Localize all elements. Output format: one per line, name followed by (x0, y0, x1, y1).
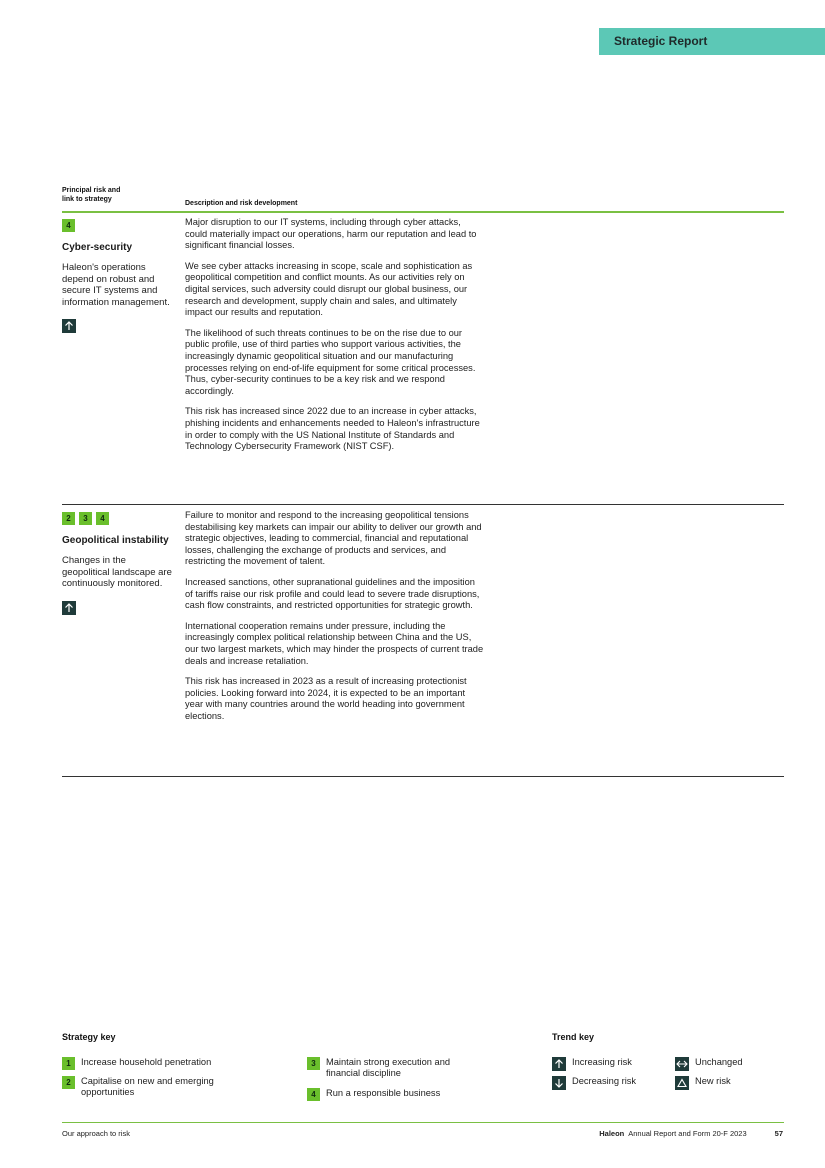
trend-key-item (675, 1057, 743, 1071)
arrow-up-icon (552, 1057, 566, 1071)
strategy-badges (62, 219, 172, 232)
strategy-badge: 4 (307, 1088, 320, 1101)
risk-description (185, 217, 485, 462)
footer-section: Our approach to risk (62, 1129, 130, 1138)
arrow-down-icon (552, 1076, 566, 1090)
trend-key-heading: Trend key (552, 1032, 595, 1042)
strategy-key-label: Maintain strong execution and financial discipline (326, 1057, 451, 1078)
row-divider (62, 504, 784, 505)
footer-publication (599, 1129, 783, 1138)
strategy-badge: 2 (62, 512, 75, 525)
risk-cyber-security (62, 219, 172, 333)
description-paragraph: International cooperation remains under pressure, including the increasingly complex political relationship between China and the US, our two largest markets, which may hinder the prospects of current trade deals and increase retaliation. (185, 620, 484, 666)
footer-title: Annual Report and Form 20-F 2023 (628, 1129, 747, 1138)
risk-description (185, 510, 485, 732)
page-number: 57 (774, 1129, 783, 1138)
trend-key-label: New risk (695, 1076, 731, 1086)
strategy-key-item (307, 1057, 467, 1079)
strategy-badges (62, 512, 172, 525)
strategy-key-label: Capitalise on new and emerging opportunities (81, 1076, 214, 1097)
arrow-left-right-icon (675, 1057, 689, 1071)
strategy-badge: 3 (307, 1057, 320, 1070)
strategy-key-label: Increase household penetration (81, 1057, 212, 1067)
risk-summary: Changes in the geopolitical landscape are continuously monitored. (62, 555, 172, 589)
section-tab: Strategic Report (599, 28, 825, 55)
strategy-key-item (62, 1057, 282, 1070)
strategy-badge: 1 (62, 1057, 75, 1070)
header-divider (62, 211, 784, 213)
strategy-badge: 4 (62, 219, 75, 232)
risk-geopolitical-instability (62, 512, 172, 615)
trend-key-item (552, 1057, 632, 1071)
trend-key-item (675, 1076, 731, 1090)
trend-key-label: Unchanged (695, 1057, 743, 1067)
arrow-up-icon (62, 601, 76, 615)
description-paragraph: The likelihood of such threats continues to be on the rise due to our public profile, use of third parties who support various activities, the increasingly dynamic geopolitical situation and our manufacturing processes relying on end-of-life equipment for some critical processes. Thus, cyber-security continues to be a key risk and we respond accordingly. (185, 327, 476, 396)
trend-key-item (552, 1076, 636, 1090)
column-header-description: Description and risk development (185, 200, 298, 207)
strategy-key-item (62, 1076, 262, 1098)
description-paragraph: We see cyber attacks increasing in scope, scale and sophistication as geopolitical competition and conflict mounts. As our activities rely on digital services, such adversity could disrupt our global business, our research and development, supply chain and sales, and ultimately impact our results and reputation. (185, 260, 473, 318)
strategy-key-label: Run a responsible business (326, 1088, 441, 1098)
triangle-icon (675, 1076, 689, 1090)
description-paragraph: Major disruption to our IT systems, including through cyber attacks, could materially impact our operations, harm our reputation and lead to significant financial losses. (185, 217, 477, 251)
trend-key-label: Increasing risk (572, 1057, 632, 1067)
strategy-key-heading: Strategy key (62, 1032, 116, 1042)
description-paragraph: This risk has increased since 2022 due to an increase in cyber attacks, phishing incidents and enhancements needed to Haleon's infrastructure in order to comply with the US National Institute of Standards and Technology Cybersecurity Framework (NIST CSF). (185, 406, 480, 452)
column-header-risk (62, 186, 120, 204)
risk-title: Cyber-security (62, 242, 133, 253)
footer-brand: Haleon (599, 1129, 625, 1138)
strategy-badge: 4 (96, 512, 109, 525)
arrow-up-icon (62, 319, 76, 333)
footer-divider (62, 1122, 784, 1123)
column-header-risk-line2: link to strategy (62, 196, 112, 203)
description-paragraph: This risk has increased in 2023 as a result of increasing protectionist policies. Looking forward into 2024, it is expected to be an important year with many countries around the world heading into government elections. (185, 676, 467, 721)
strategy-badge: 3 (79, 512, 92, 525)
risk-title: Geopolitical instability (62, 535, 169, 546)
table-end-divider (62, 776, 784, 777)
risk-summary: Haleon's operations depend on robust and secure IT systems and information management. (62, 262, 170, 308)
trend-key-label: Decreasing risk (572, 1076, 637, 1086)
column-header-risk-line1: Principal risk and (62, 187, 121, 194)
strategy-badge: 2 (62, 1076, 75, 1089)
description-paragraph: Increased sanctions, other supranational guidelines and the imposition of tariffs raise our risk profile and could lead to severe trade disruptions, cash flow constraints, and restricted opportunities for strategic growth. (185, 576, 480, 611)
strategy-key-item (307, 1088, 507, 1101)
description-paragraph: Failure to monitor and respond to the increasing geopolitical tensions destabilising key markets can impair our ability to deliver our growth and strategic objectives, leading to commercial, financial and reputational losses, challenging the exchange of products and services, and restricting the movement of talent. (185, 510, 482, 567)
